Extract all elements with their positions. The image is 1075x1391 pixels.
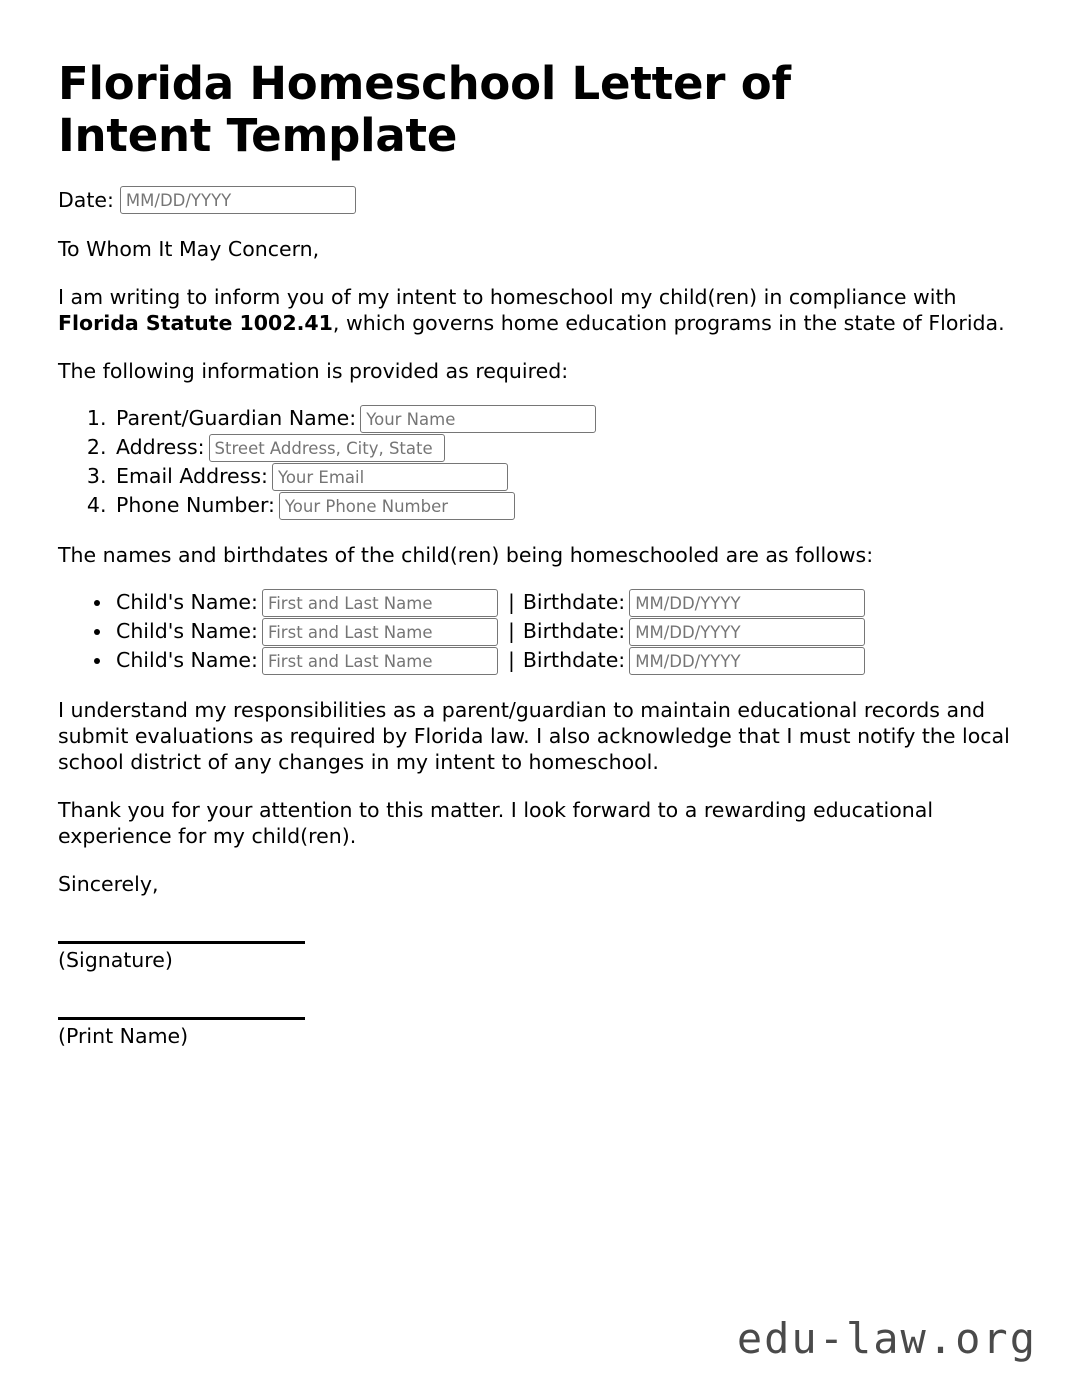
children-list — [58, 588, 1015, 675]
statute-reference: Florida Statute 1002.41 — [58, 311, 333, 335]
print-name-line — [58, 1017, 305, 1020]
child-birthdate-label: Birthdate: — [522, 590, 626, 614]
spacer — [58, 384, 1015, 404]
list-item — [113, 646, 1015, 675]
parent-name-input[interactable] — [360, 405, 596, 433]
phone-input[interactable] — [279, 492, 515, 520]
intent-paragraph — [58, 284, 1013, 336]
child-name-input[interactable] — [262, 589, 498, 617]
list-item — [113, 404, 1015, 433]
required-info-intro: The following information is provided as required: — [58, 359, 569, 383]
spacer — [58, 520, 1015, 542]
spacer — [58, 973, 1015, 1017]
spacer — [58, 336, 1015, 358]
list-item — [113, 617, 1015, 646]
page-title: Florida Homeschool Letter of Intent Template — [58, 57, 791, 162]
child-name-input[interactable] — [262, 647, 498, 675]
date-row — [58, 186, 1015, 214]
intent-text-part1: I am writing to inform you of my intent to homeschool my child(ren) in compliance with — [58, 285, 957, 309]
child-name-label: Child's Name: — [116, 619, 258, 643]
address-label: Address: — [116, 435, 205, 459]
list-item — [113, 491, 1015, 520]
phone-label: Phone Number: — [116, 493, 275, 517]
spacer — [58, 262, 1015, 284]
responsibilities-paragraph: I understand my responsibilities as a parent/guardian to maintain educational records and submit evaluations as required by Florida law. I also acknowledge that I must notify the local school district of any changes in my intent to homeschool. — [58, 698, 1010, 774]
children-intro: The names and birthdates of the child(ren) being homeschooled are as follows: — [58, 543, 874, 567]
signature-caption: (Signature) — [58, 948, 173, 972]
date-input[interactable] — [120, 186, 356, 214]
list-item — [113, 433, 1015, 462]
date-label: Date: — [58, 188, 114, 212]
parent-name-label: Parent/Guardian Name: — [116, 406, 357, 430]
field-separator: | — [507, 619, 515, 643]
email-label: Email Address: — [116, 464, 268, 488]
spacer — [58, 675, 1015, 697]
child-birthdate-label: Birthdate: — [522, 619, 626, 643]
intent-text-part2: , which governs home education programs in the state of Florida. — [332, 311, 1005, 335]
salutation: To Whom It May Concern, — [58, 237, 320, 261]
print-name-caption: (Print Name) — [58, 1024, 189, 1048]
required-info-list — [58, 404, 1015, 520]
list-item — [113, 462, 1015, 491]
spacer — [58, 897, 1015, 941]
child-birthdate-input[interactable] — [629, 647, 865, 675]
field-separator: | — [507, 648, 515, 672]
child-birthdate-input[interactable] — [629, 618, 865, 646]
thank-you-paragraph: Thank you for your attention to this matter. I look forward to a rewarding educational experience for my child(ren). — [58, 798, 934, 848]
spacer — [58, 162, 1015, 186]
email-input[interactable] — [272, 463, 508, 491]
child-name-label: Child's Name: — [116, 590, 258, 614]
spacer — [58, 849, 1015, 871]
list-item — [113, 588, 1015, 617]
site-watermark: edu-law.org — [736, 1314, 1037, 1363]
spacer — [58, 568, 1015, 588]
address-input[interactable] — [209, 434, 445, 462]
spacer — [58, 214, 1015, 236]
signature-line — [58, 941, 305, 944]
spacer — [58, 775, 1015, 797]
child-birthdate-input[interactable] — [629, 589, 865, 617]
print-name-block — [58, 1017, 1015, 1049]
field-separator: | — [507, 590, 515, 614]
child-name-label: Child's Name: — [116, 648, 258, 672]
child-name-input[interactable] — [262, 618, 498, 646]
child-birthdate-label: Birthdate: — [522, 648, 626, 672]
closing-salutation: Sincerely, — [58, 872, 159, 896]
signature-block — [58, 941, 1015, 973]
